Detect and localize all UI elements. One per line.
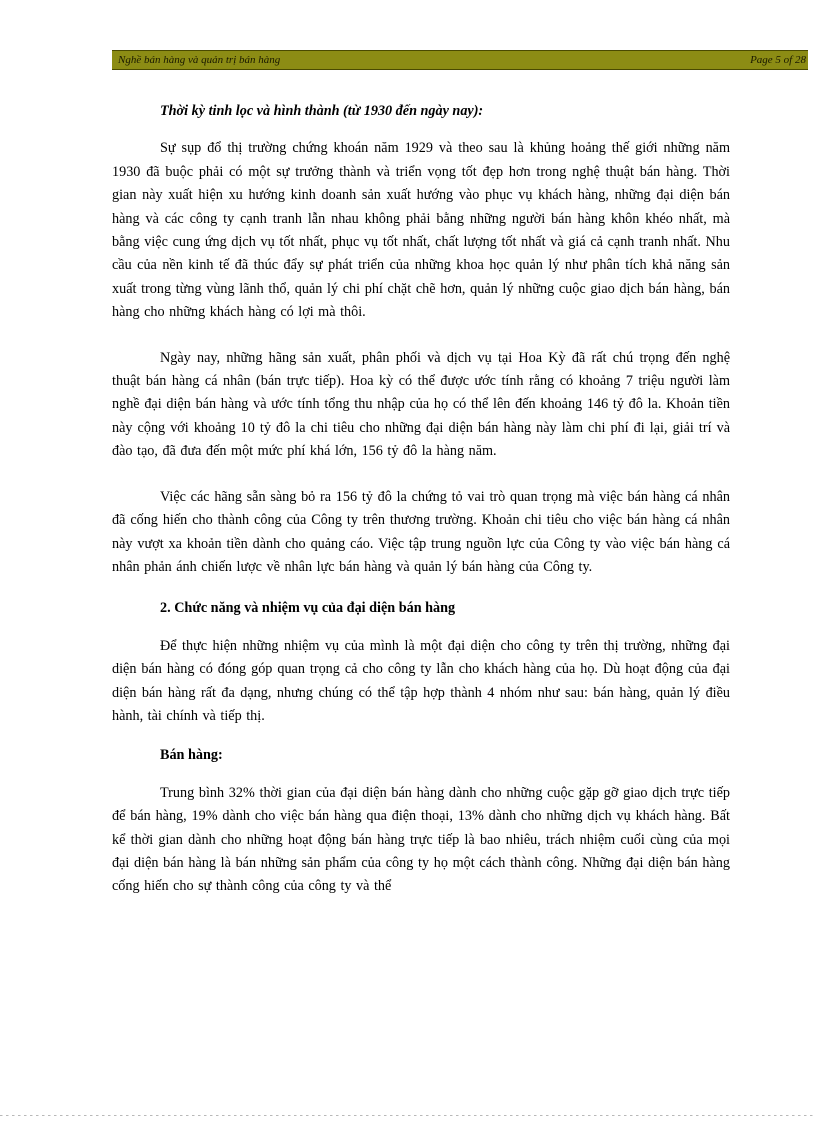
page-number: Page 5 of 28	[750, 54, 806, 66]
document-body	[112, 88, 730, 899]
footer-dotted-divider	[0, 1115, 816, 1116]
paragraph: Trung bình 32% thời gian của đại diện bán hàng dành cho những cuộc gặp gỡ giao dịch trực tiếp để bán hàng, 19% dành cho việc bán hàng qua điện thoại, 13% dành cho những dịch vụ khách hàng. Bất kể thời gian dành cho những hoạt động bán hàng trực tiếp là bao nhiêu, trách nhiệm cuối cùng của mọi đại diện bán hàng là bán những sản phẩm của công ty họ một cách thành công. Những đại diện bán hàng cống hiến cho sự thành công của công ty và thể	[112, 784, 730, 895]
section-heading-refinement-period: Thời kỳ tinh lọc và hình thành (từ 1930 đến ngày nay):	[160, 103, 484, 119]
subheading-selling: Bán hàng:	[160, 747, 223, 764]
paragraph: Việc các hãng sẵn sàng bỏ ra 156 tỷ đô la chứng tỏ vai trò quan trọng mà việc bán hàng cá nhân đã cống hiến cho thành công của Công ty trên thương trường. Khoản chi tiêu cho việc bán hàng cá nhân này vượt xa khoản tiền dành cho quảng cáo. Việc tập trung nguồn lực của Công ty vào việc bán hàng cá nhân phản ánh chiến lược về nhân lực bán hàng và quản lý bán hàng của Công ty.	[112, 488, 730, 575]
paragraph: Sự sụp đổ thị trường chứng khoán năm 1929 và theo sau là khủng hoảng thế giới những năm 1930 đã buộc phải có một sự trưởng thành và triển vọng tốt đẹp hơn trong nghệ thuật bán hàng. Thời gian này xuất hiện xu hướng kinh doanh sản xuất hướng vào phục vụ khách hàng, những đại diện bán hàng và các công ty cạnh tranh lẫn nhau không phải bằng những người bán hàng khôn khéo nhất, mà bằng việc cung ứng dịch vụ tốt nhất, phục vụ tốt nhất, chất lượng tốt nhất và giá cả cạnh tranh nhất. Nhu cầu của nền kinh tế đã thúc đẩy sự phát triển của những khoa học quản lý như phân tích khả năng sản xuất trong từng vùng lãnh thổ, quản lý chi phí chặt chẽ hơn, quản lý những cuộc giao dịch bán hàng, bán hàng cho những khách hàng có lợi mà thôi.	[112, 140, 730, 321]
paragraph: Để thực hiện những nhiệm vụ của mình là một đại diện cho công ty trên thị trường, những đại diện bán hàng có đóng góp quan trọng cả cho công ty lẫn cho khách hàng của họ. Dù hoạt động của đại diện bán hàng rất đa dạng, nhưng chúng có thể tập hợp thành 4 nhóm như sau: bán hàng, quản lý điều hành, tài chính và tiếp thị.	[112, 637, 730, 724]
paragraph: Ngày nay, những hãng sản xuất, phân phối và dịch vụ tại Hoa Kỳ đã rất chú trọng đến nghệ thuật bán hàng cá nhân (bán trực tiếp). Hoa kỳ có thể được ước tính rằng có khoảng 7 triệu người làm nghề đại diện bán hàng và ước tính tổng thu nhập của họ có thể lên đến khoảng 146 tỷ đô la. Khoản tiền này cộng với khoảng 10 tỷ đô la chi tiêu cho những đại diện bán hàng này làm chi phí đi lại, giải trí và đào tạo, đã đưa đến một mức phí khá lớn, 156 tỷ đô la hàng năm.	[112, 349, 730, 460]
section-heading-functions: 2. Chức năng và nhiệm vụ của đại diện bán hàng	[160, 600, 456, 617]
header-title: Nghề bán hàng và quản trị bán hàng	[118, 54, 281, 66]
running-header	[112, 50, 808, 70]
